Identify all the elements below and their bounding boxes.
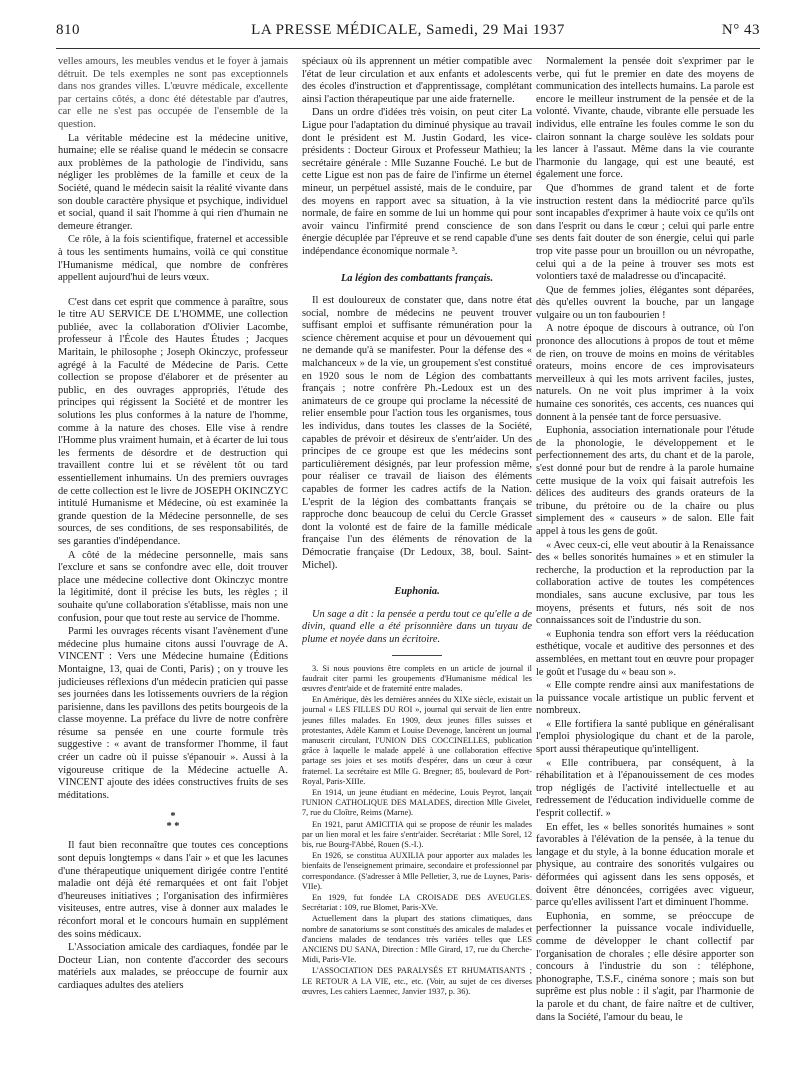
paragraph: « Avec ceux-ci, elle veut aboutir à la Renaissance des « belles sonorités humaines » et en stimuler la recherche, la production et la reproduction par la collaboration active de toutes les compétences mondiales, sans aucune exclusive, par tous les moyens, présents et futurs, nés soit de nos connaissances soit de l'industrie du son.	[536, 539, 754, 627]
footnote: En 1921, parut AMICITIA qui se propose de réunir les malades par un lien moral et les faire s'entr'aider. Secrétariat : Mlle Sorel, 12 bis, rue Bourg-l'Abbé, Rouen (S.-I.).	[302, 819, 532, 849]
paragraph: Un sage a dit : la pensée a perdu tout ce qu'elle a de divin, quand elle a été prisonnière dans un tuyau de plume et noyée dans un écritoire.	[302, 608, 532, 645]
footnote-rule	[392, 655, 442, 656]
column-middle	[302, 56, 532, 1074]
paragraph: Que de femmes jolies, élégantes sont déparées, dès qu'elles ouvrent la bouche, par un langage vulgaire ou un ton faubourien !	[536, 284, 754, 321]
footnote: En 1914, un jeune étudiant en médecine, Louis Peyrot, lançait l'UNION CATHOLIQUE DES MALADES, direction Mlle Givelet, 7, rue du Cloître, Reims (Marne).	[302, 787, 532, 818]
paragraph: Il est douloureux de constater que, dans notre état social, nombre de médecins ne peuvent trouver suffisant emploi et suffisante rémunération pour la science chèrement acquise et pour un dévouement qui ne demande qu'à se manifester. Pour la défense des « malchanceux » de la vie, un groupement s'est constitué en 1920 sous le nom de Légion des combattants français ; notre confrère Ph.-Ledoux est un des animateurs de ce groupe qui proclame la nécessité de relier ensemble pour l'action tous les organismes, tous les individus, dans toutes les classes de la Société, capables de prévoir et désireux de s'entr'aider. Un des principes de ce groupe est que les médecins sont particulièrement désignés, par leur profession même, pour réaliser ce travail de liaison des éléments capables de former les cadres actifs de la Nation. L'esprit de la légion des combattants français se rapproche donc beaucoup de celui du Cercle Grasset dont la volonté est de faire de la famille médicale française l'un des éléments de rénovation de la Démocratie française (Dr Ledoux, 38, boul. Saint-Michel).	[302, 295, 532, 571]
paragraph: Euphonia, association internationale pour l'étude de la phonologie, le développement et le perfectionnement des arts, du chant et de la parole, s'est donné pour but de rendre à la parole humaine cette musique de la voix qui faisait autrefois les délices des auditeurs des grands orateurs de la tribune, du prétoire ou de la chaire ou plus simplement des « causeurs » de salon. Elle fait appel à tous les gens de goût.	[536, 425, 754, 537]
paragraph: « Elle fortifiera la santé publique en généralisant l'emploi physiologique du chant et de la parole, sport aussi thérapeutique qu'intelligent.	[536, 718, 754, 756]
paragraph: La véritable médecine est la médecine unitive, humaine; elle se réalise quand le médecin se consacre aux problèmes de la pathologie de l'individu, sans négliger les problèmes de la famille et ceux de la Société, quand le médecin saisit la réalité vivante dans son double caractère physique et psychique, individuel et social, quand il sait l'homme à qui rien d'humain ne demeure étranger.	[58, 132, 288, 232]
footnotes	[302, 664, 532, 998]
header-rule	[56, 48, 760, 49]
paragraph: « Elle contribuera, par conséquent, à la réhabilitation et à l'épanouissement de ces modes trop négligés de l'activité intellectuelle et au redressement de l'éducation individuelle comme de l'esprit collectif. »	[536, 757, 754, 820]
column-right	[536, 56, 754, 1074]
section-separator	[58, 812, 288, 832]
issue-number: N° 43	[721, 22, 760, 38]
paragraph: Euphonia, en somme, se préoccupe de perfectionner la puissance vocale individuelle, comme de développer le chant collectif par l'organisation de chorales ; elle désire apporter son concours à l'industrie du son : téléphone, phonographe, T.S.F., cinéma sonore ; mais son but suprême est plus noble : il s'agit, par l'harmonie de la parole et du chant, de faire naître et de cultiver, dans la Société, l'amour du beau, le	[536, 910, 754, 1023]
paragraph: velles amours, les meubles vendus et le foyer à jamais détruit. De tels exemples ne sont pas exceptionnels dans nos grandes villes. L'œuvre médicale, excellente par certains côtés, a donc été détestable par d'autres, car elle ne s'est pas occupée de l'ensemble de la question.	[58, 56, 288, 130]
paragraph: L'Association amicale des cardiaques, fondée par le Docteur Lian, non contente d'accorder des secours matériels aux malades, se préoccupe de fournir aux cardiaques adultes des ateliers	[58, 942, 288, 991]
section-heading: La légion des combattants français.	[340, 272, 494, 284]
paragraph: « Elle compte rendre ainsi aux manifestations de la puissance vocale artistique un public fervent et nombreux.	[536, 680, 754, 717]
paragraph: A côté de la médecine personnelle, mais sans l'exclure et sans se confondre avec elle, doit trouver place une médecine collective dont Okinczyc montre la légitimité, dont il précise les buts, les règles ; il souhaite qu'une collaboration s'établisse, mais non une confusion, pour que tout reste au service de l'homme.	[58, 549, 288, 624]
page-number: 810	[56, 22, 80, 38]
separator-stars-bottom: * *	[166, 821, 180, 833]
journal-title: LA PRESSE MÉDICALE, Samedi, 29 Mai 1937	[251, 22, 565, 38]
paragraph: Ce rôle, à la fois scientifique, fraternel et accessible à tous les sentiments humains, voilà ce qui constitue l'Humanisme médical, que nombre de confrères appellent aujourd'hui de leurs vœux.	[58, 234, 288, 284]
column-left	[58, 56, 288, 1074]
paragraph: Que d'hommes de grand talent et de forte instruction restent dans la médiocrité parce qu'ils sont incapables d'exprimer à haute voix ce qu'ils ont dans l'esprit ou dans le cœur ; celui qui parle entre ses dents fait douter de son énergie, celui qui parle trop vite passe pour un brouillon ou un névropathe, celui qui a de la peine à trouver ses mots est volontiers taxé de maladresse ou d'incapacité.	[536, 182, 754, 283]
footnote: En 1926, se constitua AUXILIA pour apporter aux malades les bienfaits de l'enseignement primaire, secondaire et professionnel par correspondance. (S'adresser à Mlle Pelletier, 3, rue de Luynes, Paris-VIIe).	[302, 851, 532, 891]
footnote: L'ASSOCIATION DES PARALYSÉS ET RHUMATISANTS ; LE RETOUR A LA VIE, etc., etc. (Voir, au sujet de ces diverses œuvres, Les cahiers Laennec, Janvier 1937, p. 36).	[302, 966, 532, 996]
paragraph: En effet, les « belles sonorités humaines » sont favorables à l'élévation de la pensée, à la tenue du langage et du style, à la bonne éducation morale et physique, au contraire des sonorités vulgaires ou déformées qui agissent dans les sens opposés, et doivent être dénoncées, corrigées avec vigueur, parce qu'elles avilissent l'art et diminuent l'homme.	[536, 821, 754, 909]
paragraph: « Euphonia tendra son effort vers la rééducation esthétique, vocale et auditive des personnes et des assemblées, en mettant tout en œuvre pour propager le goût et l'usage du « beau son ».	[536, 628, 754, 678]
paragraph: spéciaux où ils apprennent un métier compatible avec l'état de leur circulation et aux enfants et adolescents des écoles d'instruction et d'apprentissage, complétant ainsi l'action thérapeutique par une aide fraternelle.	[302, 56, 532, 105]
paragraph: Il faut bien reconnaître que toutes ces conceptions sont depuis longtemps « dans l'air » et que les lacunes d'une thérapeutique uniquement dirigée contre l'entité maladie ont déjà été remarquées et ont fait l'objet d'heureuses initiatives ; l'organisation des infirmières visiteuses, entre autres, vise à donner aux malades le réconfort moral et le concours humain en supplément des soins médicaux.	[58, 840, 288, 940]
paragraph: Normalement la pensée doit s'exprimer par le verbe, qui fut le premier en date des moyens de communication des intellects humains. La parole est encore le meilleur instrument de la pensée et de la volonté. Vivante, chaude, vibrante elle persuade les individus, elle entraîne les foules comme le son du clairon sonnant la charge soulève les soldats pour les lancer à l'assaut. Même dans la vie courante l'harmonie du langage, qui est une beauté, est également une force.	[536, 56, 754, 181]
footnote: Actuellement dans la plupart des stations climatiques, dans nombre de sanatoriums se sont constitués des amicales de malades et d'anciens malades de tendances très variées telles que LES ANCIENS DU SANA, Direction : Mlle Girard, 17, rue du Cherche-Midi, Paris-VIe.	[302, 914, 532, 965]
paragraph: C'est dans cet esprit que commence à paraître, sous le titre AU SERVICE DE L'HOMME, une collection publiée, avec la collaboration d'Olivier Lacombe, professeur à l'École des Hautes Études ; Jacques Maritain, le philosophe ; Joseph Okinczyc, professeur agrégé à la Faculté de Médecine de Paris. Cette collection se propose d'élaborer et de présenter au public, en des ouvrages appropriés, l'étude des principes qui régissent la Société et de montrer les solutions les plus conformes à la nature de l'homme, comme à la nature des choses. Elle vise à rendre l'Homme plus vraiment humain, et à écarter de lui tous les ferments de désordre et de destruction qui travaillent contre lui et se révèlent tôt ou tard essentiellement inhumains. Un des premiers ouvrages de cette collection est le livre de JOSEPH OKINCZYC intitulé Humanisme et Médecine, où est examinée la grande question de la Médecine personnelle, de ses sources, de ses conditions, de ses responsabilités, de ses garanties d'indépendance.	[58, 296, 288, 547]
separator-star-top: *	[170, 811, 176, 823]
footnote: 3. Si nous pouvions être complets en un article de journal il faudrait citer parmi les groupements d'Humanisme médical les œuvres d'entr'aide et de fraternité entre malades.	[302, 663, 532, 693]
footnote: En Amérique, dès les dernières années du XIXe siècle, existait un journal « LES FILLES DU ROI », journal qui servait de lien entre jeunes filles malades. En 1909, deux jeunes filles suisses et protestantes, Adèle Kamm et Louise Devenoge, lancèrent un journal manuscrit circulant, l'UNION DES COCCINELLES, publication grâce à laquelle le malade appelé à une collaboration effective partage ses joies et ses motifs d'espérer, dans un cœur à cœur fraternel. La secrétaire est Mlle G. Bregner; 85, boulevard de Port-Royal, Paris-XIIIe.	[302, 695, 532, 786]
page-header	[56, 22, 760, 46]
footnote: En 1929, fut fondée LA CROISADE DES AVEUGLES. Secrétariat : 109, rue Blomet, Paris-XVe.	[302, 893, 532, 913]
paragraph: Dans un ordre d'idées très voisin, on peut citer La Ligue pour l'adaptation du diminué physique au travail dont le président est M. Justin Godard, les vice-présidents : Docteur Giroux et Professeur Mathieu; la secrétaire générale : Mlle Suzanne Fouché. Le but de cette Ligue est non pas de faire de l'infirme un éternel mineur, un perpétuel assisté, mais de le conduire, par des moyens en rapport avec sa situation, à la vie normale, de faire en somme de lui un homme qui pour avoir vaincu l'infirmité prend conscience de son énergie décuplée par l'épreuve et se rend capable d'une indépendance économique normale ³.	[302, 107, 532, 257]
paragraph: Parmi les ouvrages récents visant l'avènement d'une médecine plus humaine citons aussi l'ouvrage de A. VINCENT : Vers une Médecine humaine (Éditions Montaigne, 13, quai de Conti, Paris) ; on y trouve les judicieuses réflexions d'un médecin praticien qui passe ses journées dans les lotissements ouvriers de la région parisienne, dans les pavillons des petits bourgeois de la classe moyenne. La préface du livre de notre confrère résume sa pensée en une courte formule très suggestive : « avant de transformer l'homme, il faut créer un cadre où il puisse s'épanouir ». Aussi à la vigoureuse critique de la Médecine actuelle A. VINCENT ajoute des idées constructives fruits de ses méditations.	[58, 626, 288, 801]
paragraph: A notre époque de discours à outrance, où l'on prononce des allocutions à propos de tout et même de rien, on trouve de moins en moins de véritables orateurs, moins encore de ces improvisateurs merveilleux à qui les mots arrivent faciles, justes, naturels. On ne voit plus imprimer à la voix humaine ces sonorités, ces accents, ces nuances qui donnent à la pensée tant de force persuasive.	[536, 323, 754, 423]
section-heading: Euphonia.	[394, 586, 440, 598]
